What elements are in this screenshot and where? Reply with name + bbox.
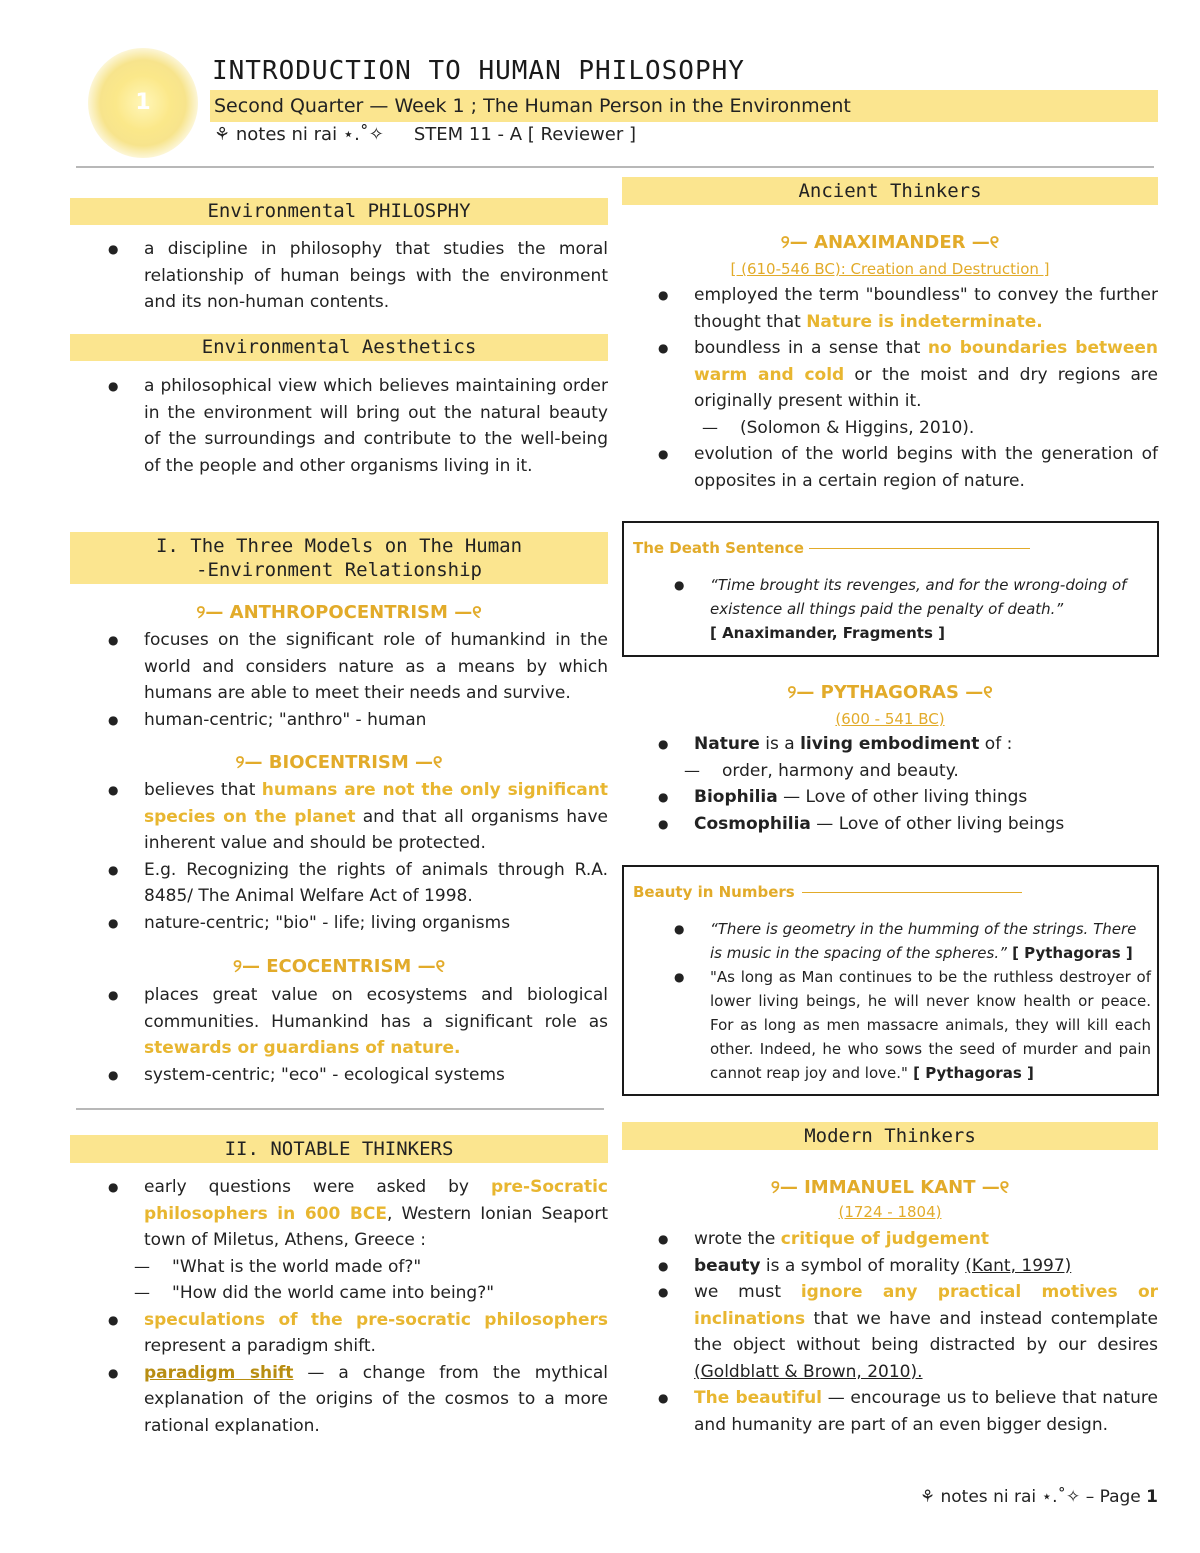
citation: (Kant, 1997) xyxy=(965,1255,1072,1276)
list-item xyxy=(100,1174,608,1254)
highlight: humans are not the only significant species on the planet xyxy=(144,780,608,827)
quote xyxy=(666,573,1151,645)
sub-item: — "How did the world came into being?" xyxy=(100,1280,608,1307)
badge-number: 1 xyxy=(135,90,151,115)
list-item xyxy=(650,1385,1158,1438)
list-item xyxy=(650,282,1158,335)
page-number-badge xyxy=(88,48,198,158)
list-biocentrism xyxy=(100,777,608,936)
text: “There is geometry in the humming of the strings. There is music in the spacing of the spheres.” xyxy=(710,920,1137,962)
kant-title: ୨— IMMANUEL KANT —୧ xyxy=(770,1177,1010,1198)
list-item xyxy=(650,1279,1158,1385)
quote-source: [ Pythagoras ] xyxy=(1006,944,1133,962)
text: "As long as Man continues to be the ruthless destroyer of lower living beings, he will never know health or peace. For as long as men massacre animals, they will kill each other. Indeed, he who sows the seed of murder and pain cannot reap joy and love." xyxy=(710,968,1151,1082)
text: — encourage us to believe that nature and humanity are part of an even bigger design. xyxy=(694,1388,1159,1435)
highlight: speculations of the pre-socratic philosophers xyxy=(144,1309,608,1330)
highlight: no boundaries between warm and cold xyxy=(694,338,1158,385)
section-label: STEM 11 - A [ Reviewer ] xyxy=(413,124,636,145)
list-item xyxy=(650,811,1158,838)
document-subtitle: Second Quarter — Week 1 ; The Human Person in the Environment xyxy=(210,90,1158,122)
kant-date: (1724 - 1804) xyxy=(838,1203,942,1221)
text: early questions were asked by xyxy=(144,1177,491,1197)
text: , Western Ionian Seaport town of Miletus, Athens, Greece : xyxy=(144,1203,608,1250)
list-environmental-aesthetics xyxy=(100,373,608,479)
list-item: ● a philosophical view which believes maintaining order in the environment will bring out the natural beauty of the surroundings and contribute to the well-being of the people and other organisms living in it. xyxy=(100,373,608,479)
header-notes xyxy=(214,124,636,145)
quote-source: [ Pythagoras ] xyxy=(907,1064,1034,1082)
pythagoras-date: (600 - 541 BC) xyxy=(835,710,945,728)
text: is a symbol of morality xyxy=(760,1255,966,1276)
list-pythagoras xyxy=(650,731,1158,837)
list-item xyxy=(650,1226,1158,1253)
section-divider xyxy=(76,1108,604,1110)
list-item: ● system-centric; "eco" - ecological systems xyxy=(100,1062,608,1089)
text: is a xyxy=(759,734,801,754)
highlight: The beautiful xyxy=(694,1388,823,1408)
pythagoras-title: ୨— PYTHAGORAS —୧ xyxy=(787,682,993,703)
text: — Love of other living beings xyxy=(810,813,1065,834)
sub-item: — "What is the world made of?" xyxy=(100,1254,608,1281)
list-anthropocentrism xyxy=(100,627,608,733)
list-item: ● E.g. Recognizing the rights of animals through R.A. 8485/ The Animal Welfare Act of 1998. xyxy=(100,857,608,910)
text: boundless in a sense that xyxy=(694,338,928,358)
list-item xyxy=(100,982,608,1062)
heading-line: I. The Three Models on The Human xyxy=(155,535,523,557)
ecocentrism-title: ୨— ECOCENTRISM —୧ xyxy=(233,956,445,977)
quote-source: [ Anaximander, Fragments ] xyxy=(710,624,945,642)
highlight: stewards or guardians of nature. xyxy=(144,1038,461,1058)
list-item xyxy=(650,784,1158,811)
heading-environmental-aesthetics: Environmental Aesthetics xyxy=(70,334,608,361)
heading-notable-thinkers: II. NOTABLE THINKERS xyxy=(70,1135,608,1163)
list-ecocentrism xyxy=(100,982,608,1088)
sub-item: — (Solomon & Higgins, 2010). xyxy=(650,415,1158,442)
box-title: Beauty in Numbers xyxy=(633,883,795,901)
list-notable-thinkers xyxy=(100,1174,608,1439)
term: living embodiment xyxy=(800,734,980,754)
text: “Time brought its revenges, and for the wrong-doing of existence all things paid the penalty of death.” xyxy=(710,576,1127,618)
biocentrism-title: ୨— BIOCENTRISM —୧ xyxy=(235,752,443,773)
text: — a change from the mythical explanation of the origins of the cosmos to a more rational explanation. xyxy=(144,1362,608,1436)
death-sentence-box xyxy=(622,521,1159,657)
citation: (Goldblatt & Brown, 2010). xyxy=(694,1361,923,1382)
list-kant xyxy=(650,1226,1158,1438)
list-environmental-philosophy xyxy=(100,236,608,316)
list-item: ● human-centric; "anthro" - human xyxy=(100,707,608,734)
list-anaximander xyxy=(650,282,1158,494)
list-item xyxy=(100,1307,608,1360)
anaximander-title: ୨— ANAXIMANDER —୧ xyxy=(780,232,1000,253)
text: or the moist and dry regions are originally present within it. xyxy=(694,364,1159,411)
document-title: INTRODUCTION TO HUMAN PHILOSOPHY xyxy=(212,56,745,86)
notes-author: ⚘ notes ni rai ⋆.˚✧ xyxy=(214,124,384,145)
highlight: Nature is indeterminate. xyxy=(806,311,1043,332)
footer-notes: ⚘ notes ni rai ⋆.˚✧ – Page xyxy=(919,1487,1147,1507)
list-item xyxy=(100,1360,608,1440)
term: beauty xyxy=(694,1255,761,1276)
text: of : xyxy=(979,734,1013,754)
death-sentence-quotes xyxy=(666,573,1151,645)
page-footer xyxy=(920,1487,1158,1507)
text: we must xyxy=(694,1282,801,1302)
list-item: ● nature-centric; "bio" - life; living organisms xyxy=(100,910,608,937)
list-item xyxy=(650,335,1158,415)
quote xyxy=(666,917,1151,965)
anthropocentrism-title: ୨— ANTHROPOCENTRISM —୧ xyxy=(196,602,482,623)
heading-ancient-thinkers: Ancient Thinkers xyxy=(622,177,1158,205)
quote xyxy=(666,965,1151,1085)
heading-environmental-philosophy: Environmental PHILOSPHY xyxy=(70,198,608,225)
text: employed the term "boundless" to convey the further thought that xyxy=(694,285,1158,332)
text: represent a paradigm shift. xyxy=(144,1336,376,1356)
list-item xyxy=(650,1253,1158,1280)
highlight: critique of judgement xyxy=(780,1229,989,1249)
text: and that all organisms have inherent value and should be protected. xyxy=(144,806,608,853)
footer-page-number: 1 xyxy=(1146,1487,1158,1507)
header-divider xyxy=(76,166,1154,168)
text: wrote the xyxy=(694,1229,781,1249)
box-rule xyxy=(802,892,1022,893)
list-item xyxy=(650,731,1158,758)
text: believes that xyxy=(144,780,262,800)
term: Nature xyxy=(694,734,760,754)
heading-line: -Environment Relationship xyxy=(196,559,482,581)
term: Biophilia xyxy=(694,787,778,807)
text: places great value on ecosystems and biological communities. Humankind has a significant role as xyxy=(144,985,608,1032)
heading-modern-thinkers: Modern Thinkers xyxy=(622,1122,1158,1150)
text: — Love of other living things xyxy=(777,787,1028,807)
beauty-quotes xyxy=(666,917,1151,1085)
highlight: pre-Socratic philosophers in 600 BCE xyxy=(144,1177,608,1224)
highlight-underlined: paradigm shift xyxy=(144,1362,294,1383)
box-rule xyxy=(809,548,1030,549)
highlight: ignore any practical motives or inclinations xyxy=(694,1282,1159,1329)
text: that we have and instead contemplate the object without being distracted by our desires xyxy=(694,1308,1158,1355)
beauty-in-numbers-box xyxy=(622,865,1159,1096)
list-item: ● evolution of the world begins with the generation of opposites in a certain region of nature. xyxy=(650,441,1158,494)
anaximander-date: [ (610-546 BC): Creation and Destruction ] xyxy=(730,260,1050,278)
term: Cosmophilia xyxy=(694,813,811,834)
sub-item: — order, harmony and beauty. xyxy=(650,758,1158,785)
box-title: The Death Sentence xyxy=(633,539,804,557)
list-item: ● focuses on the significant role of humankind in the world and considers nature as a means by which humans are able to meet their needs and survive. xyxy=(100,627,608,707)
list-item xyxy=(100,777,608,857)
list-item: ● a discipline in philosophy that studies the moral relationship of human beings with the environment and its non-human contents. xyxy=(100,236,608,316)
heading-three-models xyxy=(70,532,608,584)
